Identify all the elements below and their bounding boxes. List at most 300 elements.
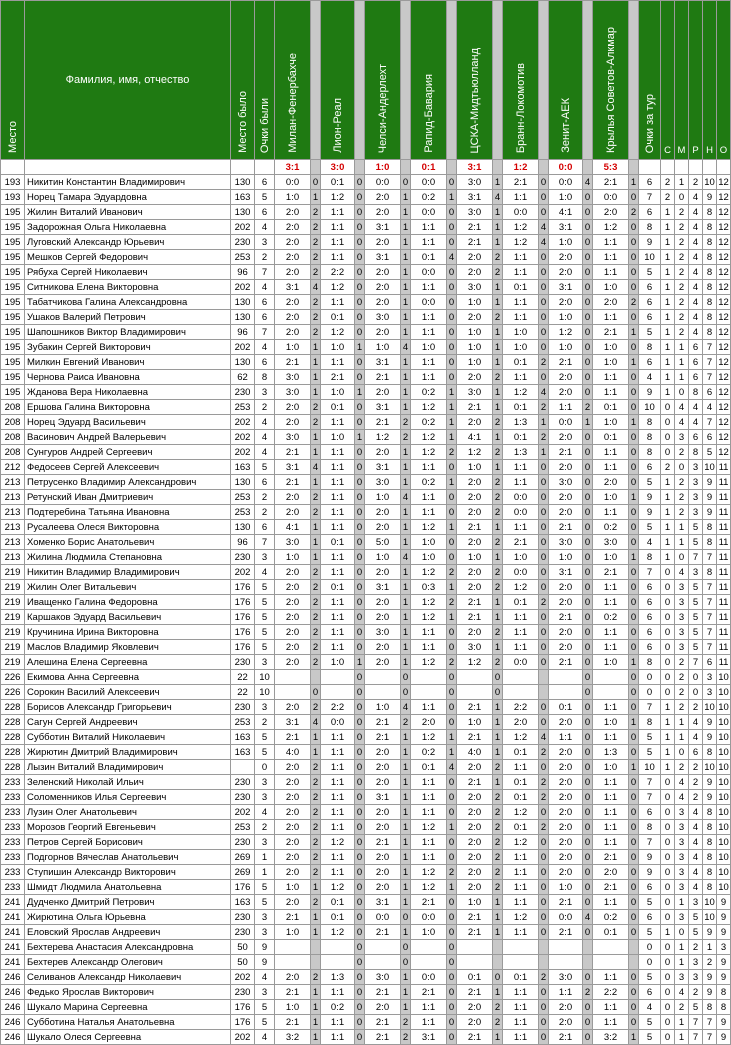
header-o: О (717, 1, 731, 160)
r-cell: 8 (689, 445, 703, 460)
points-were-cell: 6 (255, 310, 275, 325)
prediction-points-cell: 0 (447, 940, 457, 955)
s-cell: 1 (661, 310, 675, 325)
place-was-cell: 163 (231, 460, 255, 475)
results-empty-cell (639, 160, 661, 175)
prediction-cell (549, 940, 583, 955)
name-cell: Ершова Галина Викторовна (25, 400, 231, 415)
name-cell: Сунгуров Андрей Сергеевич (25, 445, 231, 460)
prediction-points-cell: 0 (355, 595, 365, 610)
m-cell: 1 (675, 370, 689, 385)
prediction-cell: 2:0 (549, 505, 583, 520)
prediction-points-cell: 0 (447, 985, 457, 1000)
place-cell: 233 (1, 790, 25, 805)
table-row (1, 745, 731, 760)
prediction-points-cell: 1 (311, 370, 321, 385)
prediction-points-cell: 4 (539, 385, 549, 400)
r-cell: 4 (689, 805, 703, 820)
prediction-cell: 1:2 (549, 325, 583, 340)
prediction-cell: 2:0 (275, 700, 311, 715)
prediction-points-cell: 0 (539, 295, 549, 310)
prediction-cell: 1:1 (411, 325, 447, 340)
prediction-cell: 1:0 (593, 760, 629, 775)
prediction-cell: 2:0 (275, 865, 311, 880)
prediction-points-cell: 0 (583, 790, 593, 805)
place-was-cell: 50 (231, 955, 255, 970)
n-cell: 10 (704, 176, 715, 188)
tour-points-cell: 8 (639, 655, 661, 670)
prediction-points-cell: 0 (401, 955, 411, 970)
s-cell: 1 (661, 550, 675, 565)
prediction-points-cell: 4 (447, 250, 457, 265)
prediction-points-cell: 2 (493, 835, 503, 850)
prediction-cell: 2:0 (275, 805, 311, 820)
prediction-points-cell: 0 (447, 460, 457, 475)
name-cell: Милкин Евгений Иванович (25, 355, 231, 370)
prediction-points-cell: 1 (401, 355, 411, 370)
o-cell: 10 (718, 851, 729, 863)
prediction-cell: 1:2 (503, 730, 539, 745)
place-cell: 195 (1, 235, 25, 250)
prediction-points-cell: 0 (355, 325, 365, 340)
n-cell: 10 (704, 761, 715, 773)
prediction-points-cell: 0 (583, 430, 593, 445)
name-cell: Екимова Анна Сергеевна (25, 670, 231, 685)
header-spacer (629, 1, 639, 160)
tour-points-cell: 8 (639, 340, 661, 355)
prediction-cell: 2:0 (365, 865, 401, 880)
prediction-cell: 1:1 (321, 565, 355, 580)
place-was-cell: 202 (231, 805, 255, 820)
header-spacer (355, 1, 365, 160)
name-cell: Задорожная Ольга Николаевна (25, 220, 231, 235)
prediction-cell: 2:0 (365, 190, 401, 205)
prediction-cell: 4:0 (275, 745, 311, 760)
prediction-points-cell: 0 (539, 910, 549, 925)
place-cell: 233 (1, 880, 25, 895)
prediction-cell: 2:0 (457, 310, 493, 325)
points-were-cell: 5 (255, 880, 275, 895)
spacer-cell (447, 160, 457, 175)
place-was-cell: 22 (231, 685, 255, 700)
prediction-cell: 2:0 (275, 790, 311, 805)
prediction-points-cell: 2 (311, 595, 321, 610)
prediction-cell: 1:0 (593, 340, 629, 355)
prediction-cell: 2:0 (365, 640, 401, 655)
prediction-cell: 2:1 (549, 445, 583, 460)
name-cell: Шапошников Виктор Владимирович (25, 325, 231, 340)
prediction-cell: 3:1 (365, 460, 401, 475)
prediction-cell: 2:1 (411, 985, 447, 1000)
prediction-points-cell: 0 (355, 565, 365, 580)
match-result: 3:1 (275, 160, 311, 175)
table-row (1, 895, 731, 910)
prediction-cell: 2:0 (275, 505, 311, 520)
prediction-cell: 2:0 (457, 490, 493, 505)
table-row (1, 475, 731, 490)
place-was-cell: 202 (231, 280, 255, 295)
o-cell: 10 (718, 821, 729, 833)
place-was-cell: 202 (231, 565, 255, 580)
r-cell: 3 (689, 505, 703, 520)
prediction-points-cell: 1 (401, 400, 411, 415)
prediction-points-cell: 0 (447, 775, 457, 790)
prediction-cell: 3:1 (457, 190, 493, 205)
m-cell: 4 (675, 400, 689, 415)
s-cell: 1 (661, 250, 675, 265)
place-was-cell: 176 (231, 640, 255, 655)
r-cell: 5 (689, 610, 703, 625)
prediction-cell: 0:1 (321, 535, 355, 550)
prediction-cell: 1:0 (457, 460, 493, 475)
r-cell: 7 (689, 655, 703, 670)
name-cell: Чернова Раиса Ивановна (25, 370, 231, 385)
prediction-cell: 3:0 (549, 475, 583, 490)
place-cell: 233 (1, 835, 25, 850)
prediction-points-cell: 0 (539, 550, 549, 565)
r-cell: 5 (689, 520, 703, 535)
n-cell: 8 (703, 280, 717, 295)
place-was-cell: 96 (231, 535, 255, 550)
prediction-points-cell: 0 (583, 850, 593, 865)
prediction-points-cell: 0 (355, 355, 365, 370)
prediction-cell: 3:0 (275, 430, 311, 445)
prediction-points-cell: 0 (583, 625, 593, 640)
prediction-cell: 0:1 (411, 250, 447, 265)
prediction-cell: 2:1 (457, 595, 493, 610)
prediction-cell: 2:1 (275, 985, 311, 1000)
m-cell: 2 (675, 1000, 689, 1015)
prediction-points-cell: 0 (539, 985, 549, 1000)
prediction-cell: 1:1 (321, 850, 355, 865)
prediction-cell: 3:0 (365, 970, 401, 985)
prediction-cell: 1:1 (593, 595, 629, 610)
place-was-cell: 230 (231, 235, 255, 250)
prediction-points-cell: 0 (539, 625, 549, 640)
prediction-cell: 1:1 (503, 250, 539, 265)
prediction-points-cell: 0 (401, 940, 411, 955)
prediction-points-cell: 0 (629, 610, 639, 625)
points-were-cell: 3 (255, 550, 275, 565)
place-cell: 233 (1, 805, 25, 820)
points-were-cell: 5 (255, 625, 275, 640)
prediction-points-cell: 0 (311, 685, 321, 700)
prediction-cell: 1:1 (503, 925, 539, 940)
o-cell: 12 (718, 326, 729, 338)
table-row (1, 460, 731, 475)
tour-points-cell: 8 (639, 220, 661, 235)
prediction-cell: 2:1 (457, 925, 493, 940)
place-was-cell: 62 (231, 370, 255, 385)
place-was-cell: 96 (231, 265, 255, 280)
prediction-cell: 2:1 (275, 475, 311, 490)
prediction-cell: 1:1 (593, 370, 629, 385)
o-cell: 10 (718, 746, 729, 758)
tour-points-cell: 6 (639, 610, 661, 625)
n-cell: 7 (703, 580, 717, 595)
prediction-cell: 1:1 (321, 610, 355, 625)
header-match-1: Милан-Фенербахче (275, 1, 311, 160)
prediction-cell: 1:0 (457, 295, 493, 310)
s-cell: 1 (661, 235, 675, 250)
n-cell: 8 (703, 865, 717, 880)
place-cell: 195 (1, 205, 25, 220)
s-cell: 0 (661, 580, 675, 595)
o-cell: 10 (718, 806, 729, 818)
prediction-cell: 3:1 (365, 355, 401, 370)
prediction-points-cell: 0 (355, 700, 365, 715)
prediction-cell: 2:2 (321, 700, 355, 715)
prediction-points-cell: 2 (311, 835, 321, 850)
prediction-points-cell: 1 (401, 835, 411, 850)
prediction-cell: 1:1 (593, 730, 629, 745)
n-cell: 8 (703, 250, 717, 265)
name-cell: Сорокин Василий Алексеевич (25, 685, 231, 700)
prediction-points-cell: 1 (401, 250, 411, 265)
prediction-points-cell: 2 (311, 250, 321, 265)
tour-points-cell: 5 (639, 730, 661, 745)
place-cell: 195 (1, 385, 25, 400)
prediction-cell: 1:0 (593, 655, 629, 670)
prediction-cell (365, 955, 401, 970)
prediction-points-cell: 0 (629, 370, 639, 385)
spacer-cell (629, 160, 639, 175)
name-cell: Хоменко Борис Анатольевич (25, 535, 231, 550)
table-row (1, 190, 731, 205)
m-cell: 2 (675, 280, 689, 295)
prediction-points-cell: 0 (447, 265, 457, 280)
prediction-points-cell: 1 (311, 985, 321, 1000)
place-cell: 241 (1, 955, 25, 970)
n-cell: 10 (704, 701, 715, 713)
m-cell: 3 (675, 820, 689, 835)
o-cell: 11 (717, 460, 731, 475)
prediction-cell: 1:1 (549, 730, 583, 745)
name-cell: Мешков Сергей Федорович (25, 250, 231, 265)
prediction-points-cell: 0 (583, 580, 593, 595)
table-row (1, 610, 731, 625)
table-row (1, 910, 731, 925)
prediction-cell: 2:1 (549, 655, 583, 670)
prediction-points-cell: 4 (539, 730, 549, 745)
name-cell: Жилин Виталий Иванович (25, 205, 231, 220)
prediction-cell: 2:1 (457, 610, 493, 625)
prediction-cell: 3:0 (365, 475, 401, 490)
prediction-points-cell: 0 (447, 1015, 457, 1030)
prediction-points-cell: 2 (311, 490, 321, 505)
prediction-cell: 2:0 (365, 265, 401, 280)
prediction-cell: 1:0 (275, 340, 311, 355)
prediction-points-cell: 0 (355, 1015, 365, 1030)
table-row (1, 940, 731, 955)
prediction-cell: 2:0 (365, 805, 401, 820)
prediction-cell: 1:0 (549, 880, 583, 895)
n-cell: 6 (703, 385, 717, 400)
s-cell: 1 (661, 760, 675, 775)
prediction-points-cell: 1 (629, 655, 639, 670)
r-cell: 5 (689, 910, 703, 925)
o-cell: 11 (717, 475, 731, 490)
place-cell: 226 (1, 670, 25, 685)
prediction-cell: 1:2 (321, 325, 355, 340)
prediction-points-cell: 2 (539, 820, 549, 835)
prediction-cell: 2:0 (457, 760, 493, 775)
prediction-points-cell: 2 (493, 820, 503, 835)
prediction-points-cell: 0 (629, 640, 639, 655)
prediction-cell (549, 685, 583, 700)
prediction-points-cell: 0 (355, 190, 365, 205)
name-cell: Соломенников Илья Сергеевич (25, 790, 231, 805)
prediction-cell: 2:0 (275, 400, 311, 415)
prediction-cell: 2:1 (549, 355, 583, 370)
prediction-cell: 1:1 (321, 445, 355, 460)
place-cell: 241 (1, 940, 25, 955)
prediction-cell: 1:1 (411, 850, 447, 865)
prediction-points-cell: 0 (629, 520, 639, 535)
prediction-cell: 3:0 (457, 640, 493, 655)
prediction-points-cell: 0 (355, 685, 365, 700)
prediction-cell: 2:0 (549, 835, 583, 850)
results-empty-cell (25, 160, 231, 175)
o-cell: 11 (717, 535, 731, 550)
table-row (1, 715, 731, 730)
prediction-points-cell: 2 (493, 490, 503, 505)
spacer-cell (583, 160, 593, 175)
prediction-points-cell: 0 (447, 685, 457, 700)
prediction-points-cell: 0 (583, 610, 593, 625)
n-cell: 7 (703, 595, 717, 610)
prediction-points-cell: 0 (629, 985, 639, 1000)
prediction-cell: 1:1 (503, 1015, 539, 1030)
s-cell: 0 (661, 430, 675, 445)
prediction-cell: 1:1 (411, 460, 447, 475)
tour-points-cell: 5 (639, 1030, 661, 1045)
prediction-points-cell: 0 (629, 475, 639, 490)
prediction-points-cell: 1 (493, 745, 503, 760)
prediction-cell: 2:0 (549, 580, 583, 595)
spacer-cell (493, 160, 503, 175)
prediction-points-cell: 1 (493, 715, 503, 730)
prediction-points-cell: 0 (583, 370, 593, 385)
prediction-points-cell: 1 (355, 655, 365, 670)
s-cell: 1 (661, 475, 675, 490)
prediction-cell (503, 955, 539, 970)
prediction-points-cell: 1 (311, 520, 321, 535)
prediction-points-cell: 0 (447, 670, 457, 685)
table-row (1, 205, 731, 220)
prediction-cell: 1:1 (321, 985, 355, 1000)
name-cell: Лузин Олег Анатольевич (25, 805, 231, 820)
place-cell: 195 (1, 355, 25, 370)
s-cell: 1 (661, 745, 675, 760)
prediction-points-cell: 1 (447, 520, 457, 535)
o-cell: 11 (717, 520, 731, 535)
name-cell: Жирютин Дмитрий Владимирович (25, 745, 231, 760)
points-were-cell: 4 (255, 415, 275, 430)
prediction-points-cell: 0 (583, 925, 593, 940)
s-cell: 0 (661, 850, 675, 865)
prediction-points-cell: 0 (539, 340, 549, 355)
prediction-points-cell: 0 (629, 430, 639, 445)
prediction-cell: 2:1 (593, 325, 629, 340)
place-was-cell: 163 (231, 190, 255, 205)
prediction-points-cell: 1 (493, 460, 503, 475)
prediction-points-cell: 2 (311, 895, 321, 910)
prediction-cell: 2:0 (275, 595, 311, 610)
prediction-points-cell: 0 (583, 595, 593, 610)
prediction-points-cell: 0 (539, 700, 549, 715)
prediction-points-cell: 0 (355, 880, 365, 895)
prediction-cell: 1:1 (411, 370, 447, 385)
tour-points-cell: 6 (639, 805, 661, 820)
prediction-points-cell: 0 (539, 850, 549, 865)
prediction-points-cell: 1 (401, 1000, 411, 1015)
prediction-cell: 1:1 (321, 745, 355, 760)
prediction-points-cell: 0 (583, 550, 593, 565)
prediction-cell: 2:0 (275, 850, 311, 865)
name-cell: Иващенко Галина Федоровна (25, 595, 231, 610)
prediction-points-cell: 0 (355, 910, 365, 925)
table-row (1, 640, 731, 655)
prediction-cell: 3:1 (365, 580, 401, 595)
s-cell: 0 (661, 1015, 675, 1030)
prediction-points-cell: 2 (583, 985, 593, 1000)
n-cell: 8 (703, 205, 717, 220)
prediction-points-cell: 0 (447, 625, 457, 640)
o-cell: 12 (718, 431, 729, 443)
header-match-8: Крылья Советов-Алкмар (593, 1, 629, 160)
tour-points-cell: 7 (639, 565, 661, 580)
prediction-cell: 0:1 (321, 910, 355, 925)
prediction-cell (411, 955, 447, 970)
points-were-cell: 2 (255, 250, 275, 265)
m-cell: 3 (675, 595, 689, 610)
prediction-points-cell: 0 (583, 865, 593, 880)
prediction-cell: 2:0 (365, 565, 401, 580)
prediction-cell: 2:0 (457, 250, 493, 265)
place-cell: 195 (1, 220, 25, 235)
prediction-cell: 3:0 (275, 370, 311, 385)
match-result: 5:3 (593, 160, 629, 175)
s-cell: 1 (661, 520, 675, 535)
s-cell: 0 (661, 835, 675, 850)
prediction-points-cell: 1 (401, 925, 411, 940)
s-cell: 0 (661, 625, 675, 640)
prediction-points-cell: 2 (539, 790, 549, 805)
tour-points-cell: 9 (639, 235, 661, 250)
prediction-points-cell: 0 (629, 535, 639, 550)
prediction-points-cell: 1 (401, 895, 411, 910)
prediction-points-cell: 0 (355, 505, 365, 520)
prediction-points-cell: 0 (355, 625, 365, 640)
r-cell: 6 (689, 430, 703, 445)
prediction-points-cell: 1 (401, 265, 411, 280)
prediction-points-cell: 0 (583, 805, 593, 820)
prediction-points-cell: 1 (493, 385, 503, 400)
place-was-cell: 176 (231, 880, 255, 895)
prediction-points-cell: 2 (311, 565, 321, 580)
r-cell: 7 (689, 1030, 703, 1045)
o-cell: 12 (718, 446, 729, 458)
prediction-points-cell: 1 (401, 625, 411, 640)
points-were-cell: 8 (255, 370, 275, 385)
prediction-cell: 3:2 (275, 1030, 311, 1045)
prediction-points-cell: 1 (311, 1000, 321, 1015)
r-cell: 4 (689, 865, 703, 880)
prediction-points-cell: 1 (629, 355, 639, 370)
prediction-cell: 2:0 (549, 775, 583, 790)
prediction-cell: 1:2 (503, 805, 539, 820)
